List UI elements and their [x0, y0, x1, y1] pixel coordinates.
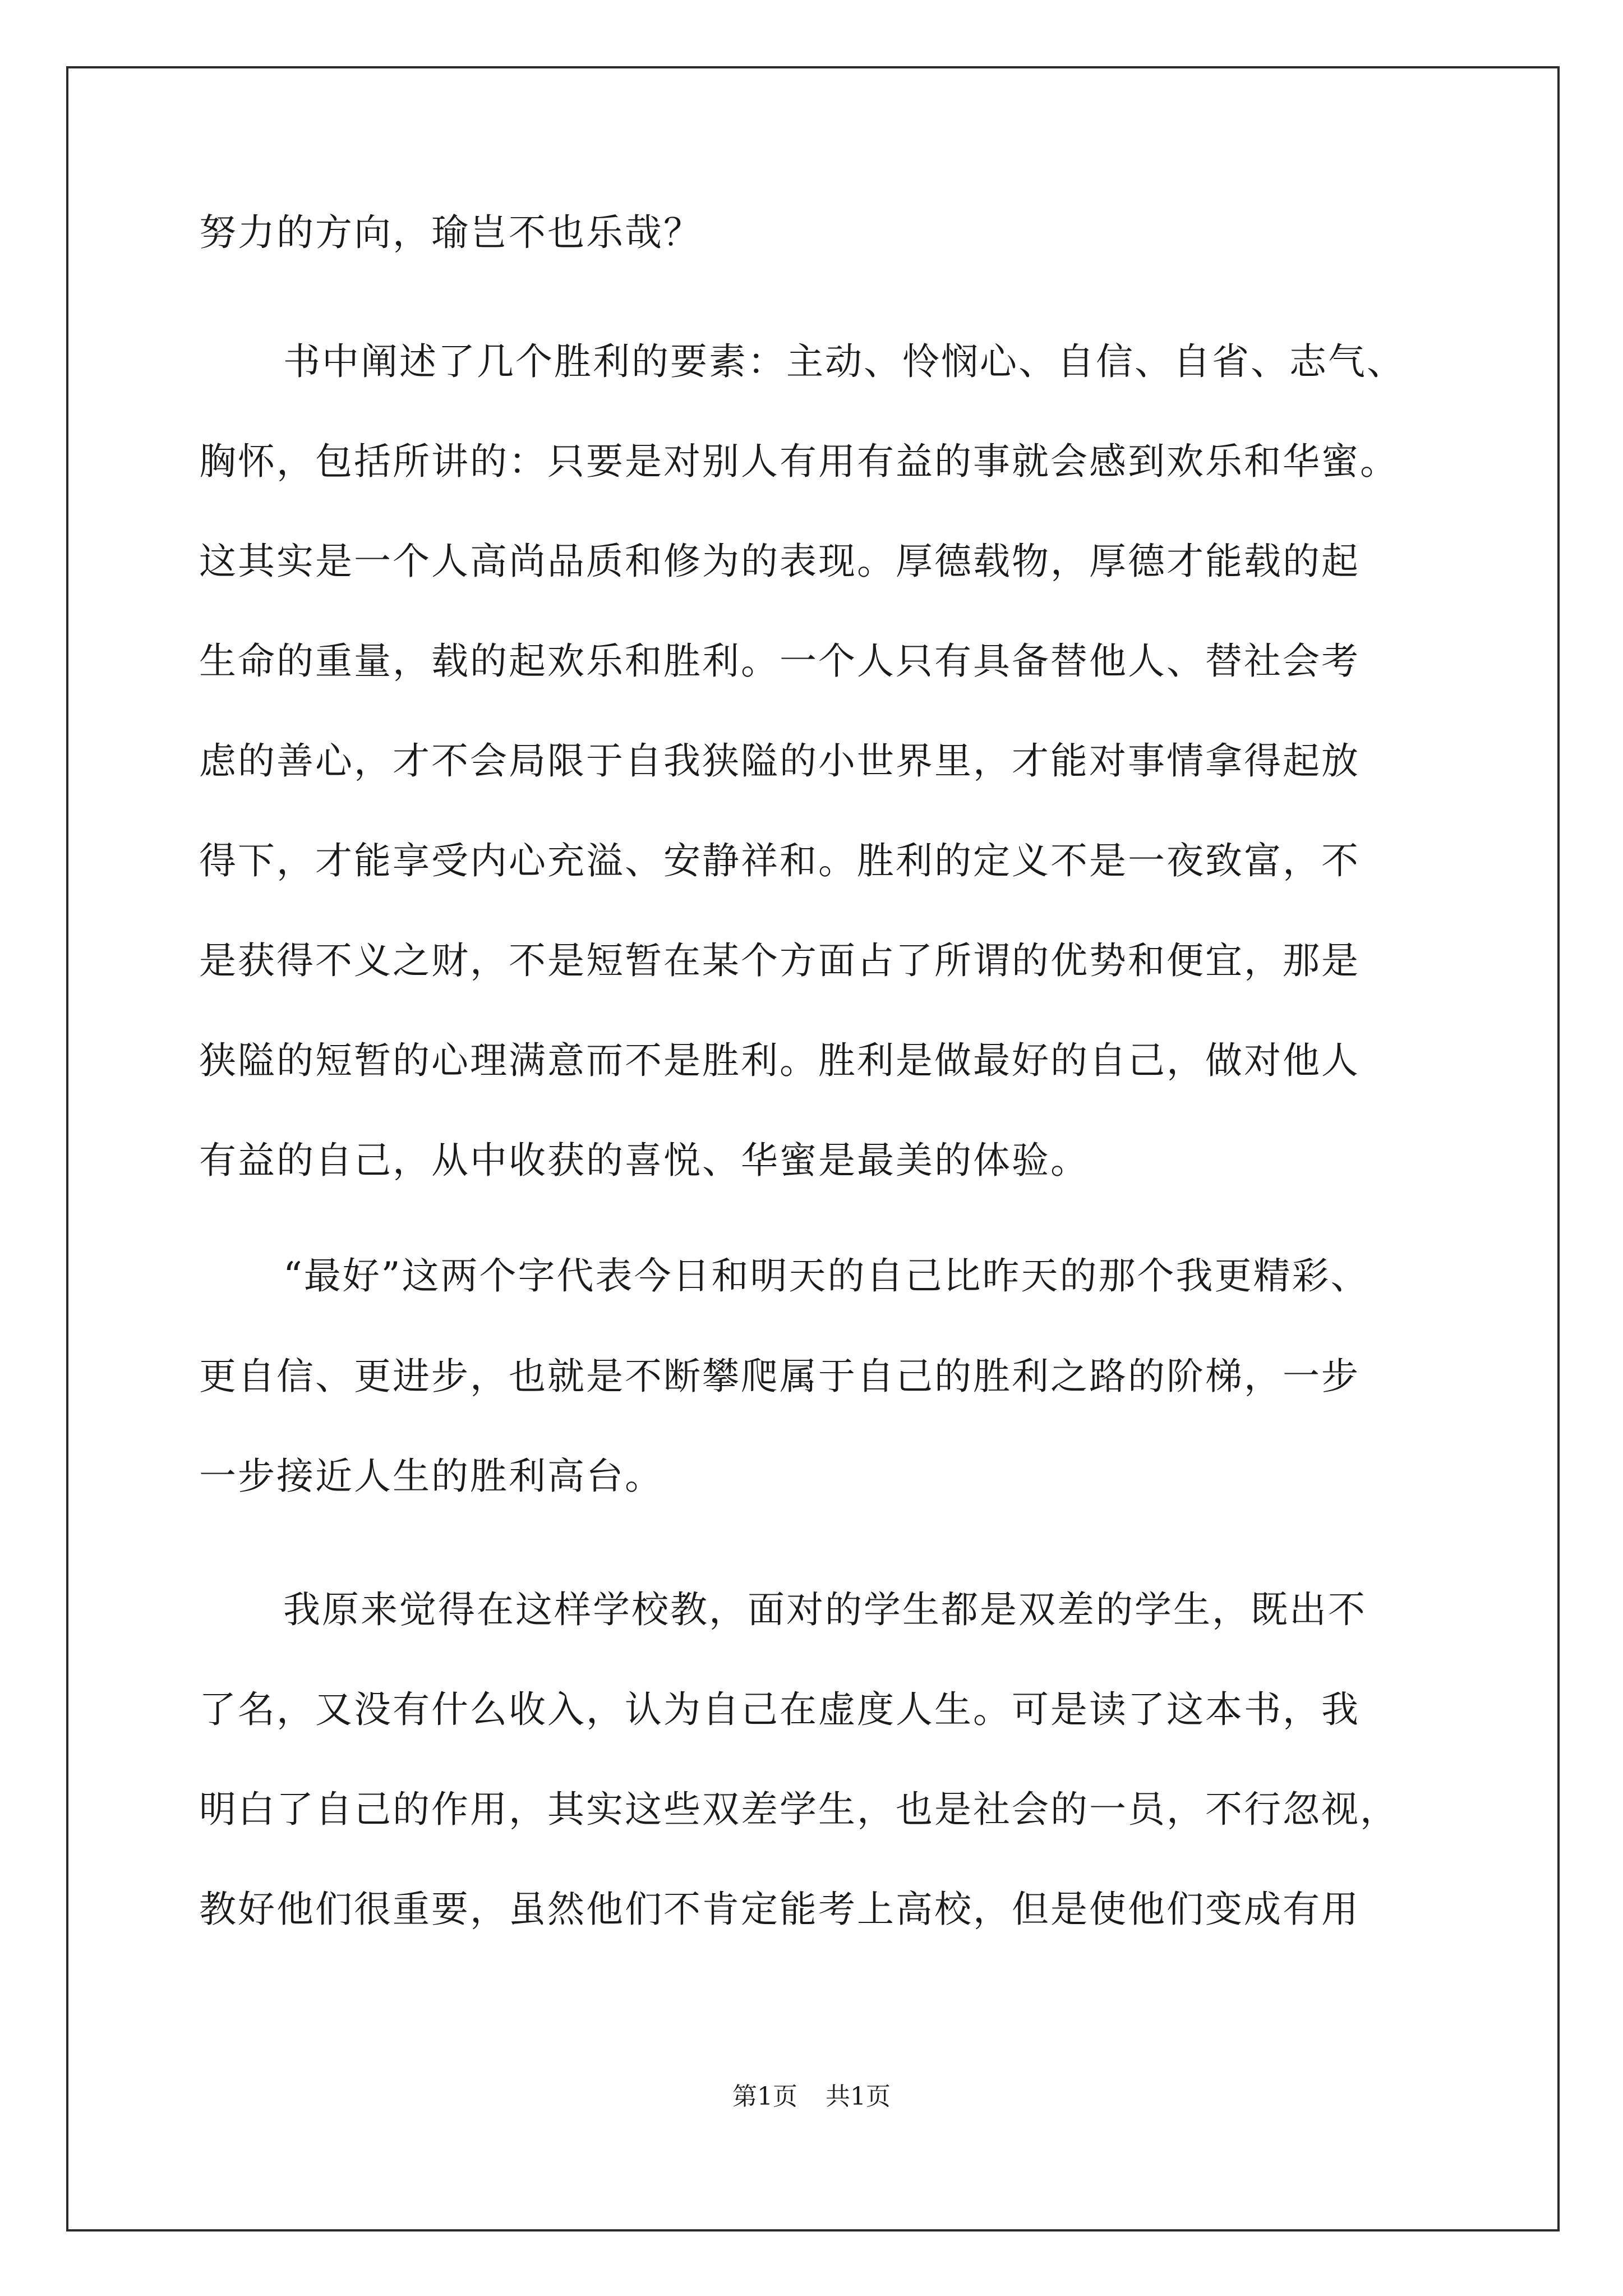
paragraph-line: 教好他们很重要，虽然他们不肯定能考上高校，但是使他们变成有用 [199, 1888, 1360, 1931]
page-footer [0, 2081, 1623, 2113]
paragraph-line: 是获得不义之财，不是短暂在某个方面占了所谓的优势和便宜，那是 [199, 939, 1360, 982]
page-number-total: 共1页 [826, 2082, 891, 2111]
paragraph-line: 书中阐述了几个胜利的要素：主动、怜悯心、自信、自省、志气、 [283, 340, 1405, 383]
page-number-current: 第1页 [732, 2082, 797, 2111]
paragraph-line: 了名，又没有什么收入，认为自己在虚度人生。可是读了这本书，我 [199, 1688, 1360, 1731]
paragraph-line: 胸怀，包括所讲的：只要是对别人有用有益的事就会感到欢乐和华蜜。 [199, 440, 1399, 483]
paragraph-line: 更自信、更进步，也就是不断攀爬属于自己的胜利之路的阶梯，一步 [199, 1355, 1360, 1398]
paragraph-line: “最好”这两个字代表今日和明天的自己比昨天的那个我更精彩、 [283, 1254, 1370, 1297]
paragraph-line: 有益的自己，从中收获的喜悦、华蜜是最美的体验。 [199, 1139, 1089, 1182]
paragraph-line: 虑的善心，才不会局限于自我狭隘的小世界里，才能对事情拿得起放 [199, 739, 1360, 783]
paragraph-line: 明白了自己的作用，其实这些双差学生，也是社会的一员，不行忽视， [199, 1788, 1399, 1831]
paragraph-line: 努力的方向，瑜岂不也乐哉？ [199, 211, 702, 254]
paragraph-line: 狭隘的短暂的心理满意而不是胜利。胜利是做最好的自己，做对他人 [199, 1039, 1360, 1082]
paragraph-line: 得下，才能享受内心充溢、安静祥和。胜利的定义不是一夜致富，不 [199, 839, 1360, 882]
paragraph-line: 这其实是一个人高尚品质和修为的表现。厚德载物，厚德才能载的起 [199, 540, 1360, 583]
paragraph-line: 生命的重量，载的起欢乐和胜利。一个人只有具备替他人、替社会考 [199, 639, 1360, 683]
paragraph-line: 我原来觉得在这样学校教，面对的学生都是双差的学生，既出不 [283, 1588, 1367, 1631]
paragraph-line: 一步接近人生的胜利高台。 [199, 1455, 663, 1498]
